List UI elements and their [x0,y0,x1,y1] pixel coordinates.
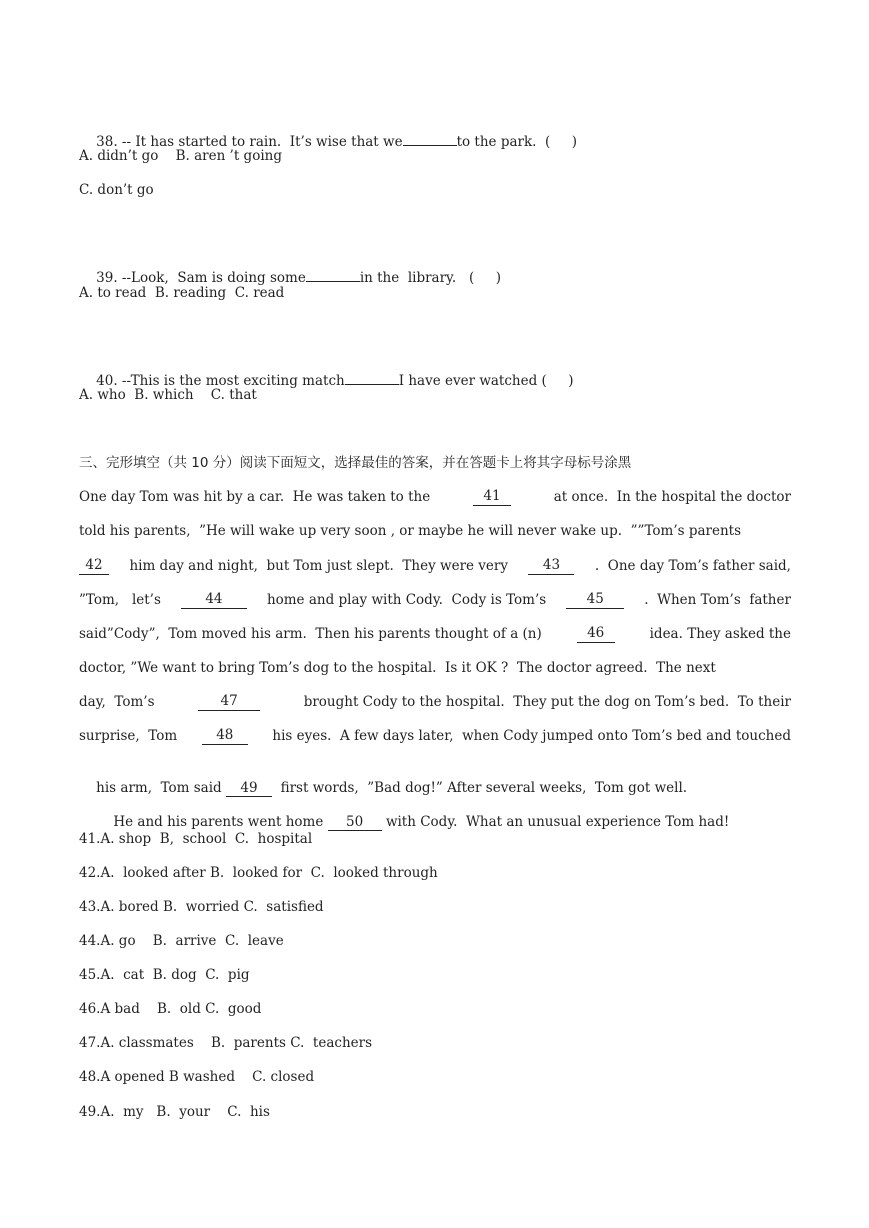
passage-text: home and play with Cody. Cody is Tom’s [266,592,547,608]
passage-text: told his parents, ”He will wake up very soon , or maybe he will never wake up. ””Tom’s parents [79,523,742,539]
passage-line-1 [79,488,791,506]
passage-text: surprise, Tom [79,728,178,744]
question-38-options-c: C. don’t go [79,182,154,198]
blank-47: 47 [198,693,260,711]
question-38-stem-end: to the park. ( ) [456,134,578,150]
passage-line-2 [79,522,791,540]
passage-line-7 [79,693,791,711]
passage-text: his eyes. A few days later, when Cody jumped onto Tom’s bed and touched [272,728,791,744]
passage-text: his arm, Tom said [96,780,222,796]
passage-text: at once. In the hospital the doctor [553,489,791,505]
option-row-44: 44.A. go B. arrive C. leave [79,933,284,949]
blank-45: 45 [566,591,624,609]
option-row-42: 42.A. looked after B. looked for C. looked through [79,865,438,881]
blank-42: 42 [79,557,109,575]
question-40-options: A. who B. which C. that [79,387,257,403]
passage-text: doctor, ”We want to bring Tom’s dog to the hospital. Is it OK ? The doctor agreed. The next [79,660,716,676]
passage-text: He and his parents went home [96,814,324,830]
passage-text: said”Cody”, Tom moved his arm. Then his parents thought of a (n) [79,626,542,642]
question-39-blank [306,267,360,282]
question-38-options-ab: A. didn’t go B. aren ’t going [79,148,282,164]
passage-text: him day and night, but Tom just slept. They were very [129,558,509,574]
blank-48: 48 [202,727,248,745]
question-38-blank [403,131,457,146]
blank-46: 46 [577,625,615,643]
exam-page [79,0,791,1228]
question-38-stem-start: 38. -- It has started to rain. It’s wise that we [96,134,403,150]
passage-text: idea. They asked the [649,626,791,642]
option-row-41: 41.A. shop B, school C. hospital [79,831,313,847]
passage-text: day, Tom’s [79,694,155,710]
option-row-49: 49.A. my B. your C. his [79,1104,270,1120]
question-40-blank [345,370,399,385]
question-39-stem-end: in the library. ( ) [359,270,502,286]
passage-line-4 [79,591,791,609]
passage-line-8 [79,727,791,745]
passage-text: ”Tom, let’s [79,592,161,608]
question-39-stem-start: 39. --Look, Sam is doing some [96,270,306,286]
passage-text: One day Tom was hit by a car. He was taken to the [79,489,431,505]
question-40-stem-end: I have ever watched ( ) [398,373,574,389]
passage-text: . When Tom’s father [644,592,791,608]
passage-line-5 [79,625,791,643]
option-row-46: 46.A bad B. old C. good [79,1001,262,1017]
section-heading-cloze: 三、完形填空（共 10 分）阅读下面短文，选择最佳的答案，并在答题卡上将其字母标号涂黑 [79,455,632,471]
blank-44: 44 [181,591,247,609]
passage-text: . One day Tom’s father said, [594,558,791,574]
question-39-options: A. to read B. reading C. read [79,285,285,301]
passage-text: with Cody. What an unusual experience Tom had! [385,814,730,830]
passage-text: first words, ”Bad dog!” After several weeks, Tom got well. [280,780,688,796]
question-40-stem-start: 40. --This is the most exciting match [96,373,345,389]
option-row-48: 48.A opened B washed C. closed [79,1069,315,1085]
blank-43: 43 [528,557,574,575]
option-row-45: 45.A. cat B. dog C. pig [79,967,250,983]
blank-41: 41 [473,488,511,506]
passage-text: brought Cody to the hospital. They put the dog on Tom’s bed. To their [303,694,791,710]
passage-line-6 [79,659,791,677]
passage-line-3 [79,557,791,575]
option-row-47: 47.A. classmates B. parents C. teachers [79,1035,373,1051]
blank-49: 49 [226,780,272,797]
blank-50: 50 [328,814,382,831]
option-row-43: 43.A. bored B. worried C. satisfied [79,899,324,915]
